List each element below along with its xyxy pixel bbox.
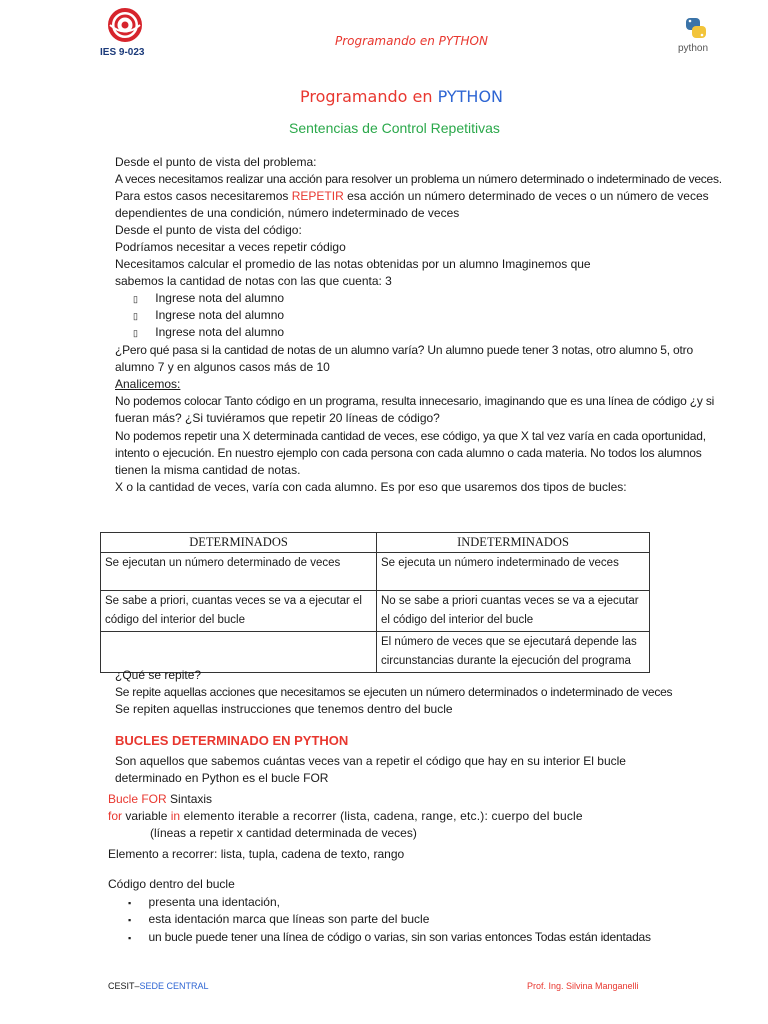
analicemos-label: Analicemos: <box>115 377 181 391</box>
question-line: ¿Qué se repite? <box>115 668 202 682</box>
bucle-for-label: Bucle FOR <box>108 792 167 806</box>
body-line-3c: esa acción un número determinado de veces o un número de veces <box>343 189 709 203</box>
footer-author: Prof. Ing. Silvina Manganelli <box>527 981 639 991</box>
body-line-9: ¿Pero qué pasa si la cantidad de notas de un alumno varía? Un alumno puede tener 3 notas, otro alumno 5, otro <box>115 343 693 357</box>
body-line-10: alumno 7 y en algunos casos más de 10 <box>115 360 330 374</box>
in-keyword: in <box>170 809 181 823</box>
body-line-17: X o la cantidad de veces, varía con cada alumno. Es por eso que usaremos dos tipos de bucles: <box>115 480 627 494</box>
list-bullet-icon: ▯ <box>133 294 138 304</box>
python-snake-icon <box>676 16 716 42</box>
answer-line-1: Se repite aquellas acciones que necesitamos se ejecuten un número determinados o indeterminado de veces <box>115 685 673 699</box>
body-line-5: Desde el punto de vista del código: <box>115 223 302 237</box>
table-header-row <box>101 533 650 553</box>
body-line-12: No podemos colocar Tanto código en un programa, resulta innecesario, imaginando que es una línea de código ¿y si <box>115 394 715 408</box>
square-bullet-icon: ▪ <box>128 898 132 908</box>
footer-left: CESIT–SEDE CENTRAL <box>108 981 209 991</box>
section-p2: determinado en Python es el bucle FOR <box>115 771 329 785</box>
body-line-3a: Para estos casos necesitaremos <box>115 189 292 203</box>
body-line-15: intento o ejecución. En nuestro ejemplo con cada persona con cada alumno o cada materia. No todos los alumnos <box>115 446 702 460</box>
table-cell: No se sabe a priori cuantas veces se va a ejecutar el código del interior del bucle <box>377 591 650 632</box>
page-subtitle: Sentencias de Control Repetitivas <box>289 120 500 136</box>
python-logo-text: python <box>678 43 709 54</box>
table-row <box>101 553 650 591</box>
body-line-4: dependientes de una condición, número indeterminado de veces <box>115 206 460 220</box>
ies-swirl-icon <box>100 8 150 44</box>
answer-line-2: Se repiten aquellas instrucciones que tenemos dentro del bucle <box>115 702 453 716</box>
codigo-heading: Código dentro del bucle <box>108 877 235 891</box>
list-item: ▯ Ingrese nota del alumno <box>133 291 285 305</box>
sede-central-label: SEDE CENTRAL <box>139 981 209 991</box>
loop-types-table <box>100 532 650 673</box>
ies-logo <box>100 8 150 58</box>
elemento-line: Elemento a recorrer: lista, tupla, cadena de texto, rango <box>108 847 405 861</box>
header-title: Programando en PYTHON <box>335 34 488 48</box>
table-header-cell: INDETERMINADOS <box>377 533 650 553</box>
python-logo <box>676 16 720 60</box>
section-heading: BUCLES DETERMINADO EN PYTHON <box>115 733 349 748</box>
square-bullet-icon: ▪ <box>128 933 132 943</box>
table-row <box>101 591 650 632</box>
for-keyword: for <box>108 809 123 823</box>
table-cell: Se ejecutan un número determinado de veces <box>101 553 377 591</box>
table-header-cell: DETERMINADOS <box>101 533 377 553</box>
syntax-label: Bucle FOR Sintaxis <box>108 792 213 806</box>
section-p1: Son aquellos que sabemos cuántas veces van a repetir el código que hay en su interior El bucle <box>115 754 626 768</box>
body-line-3 <box>115 188 709 205</box>
list-bullet-icon: ▯ <box>133 311 138 321</box>
body-line-13: fueran más? ¿Si tuviéramos que repetir 20 líneas de código? <box>115 411 440 425</box>
list-item: ▯ Ingrese nota del alumno <box>133 308 285 322</box>
body-line-7: Necesitamos calcular el promedio de las notas obtenidas por un alumno Imaginemos que <box>115 257 591 271</box>
title-part1: Programando en <box>300 87 438 106</box>
body-line-14: No podemos repetir una X determinada cantidad de veces, ese código, ya que X tal vez varía en cada oportunidad, <box>115 429 706 443</box>
repetir-word: REPETIR <box>291 189 344 203</box>
body-line-8: sabemos la cantidad de notas con las que cuenta: 3 <box>115 274 392 288</box>
body-line-6: Podríamos necesitar a veces repetir código <box>115 240 346 254</box>
body-line-16: tienen la misma cantidad de notas. <box>115 463 301 477</box>
table-cell: El número de veces que se ejecutará depende las circunstancias durante la ejecución del programa <box>377 632 650 673</box>
list-item: ▪ esta identación marca que líneas son parte del bucle <box>128 912 430 926</box>
list-item: ▯ Ingrese nota del alumno <box>133 325 285 339</box>
body-line-1: Desde el punto de vista del problema: <box>115 155 317 169</box>
title-part2: PYTHON <box>437 87 503 106</box>
list-bullet-icon: ▯ <box>133 328 138 338</box>
table-cell: Se ejecuta un número indeterminado de veces <box>377 553 650 591</box>
list-item: ▪ un bucle puede tener una línea de código o varias, sin son varias entonces Todas están identadas <box>128 930 651 944</box>
for-syntax-line: for variable in elemento iterable a recorrer (lista, cadena, range, etc.): cuerpo del bucle <box>108 809 583 823</box>
body-line-2: A veces necesitamos realizar una acción para resolver un problema un número determinado o indeterminado de veces. <box>115 172 722 186</box>
ies-logo-text: IES 9-023 <box>100 47 145 58</box>
table-cell: Se sabe a priori, cuantas veces se va a ejecutar el código del interior del bucle <box>101 591 377 632</box>
page-title <box>300 87 503 106</box>
for-indent-line: (líneas a repetir x cantidad determinada de veces) <box>150 826 417 840</box>
square-bullet-icon: ▪ <box>128 915 132 925</box>
list-item: ▪ presenta una identación, <box>128 895 280 909</box>
